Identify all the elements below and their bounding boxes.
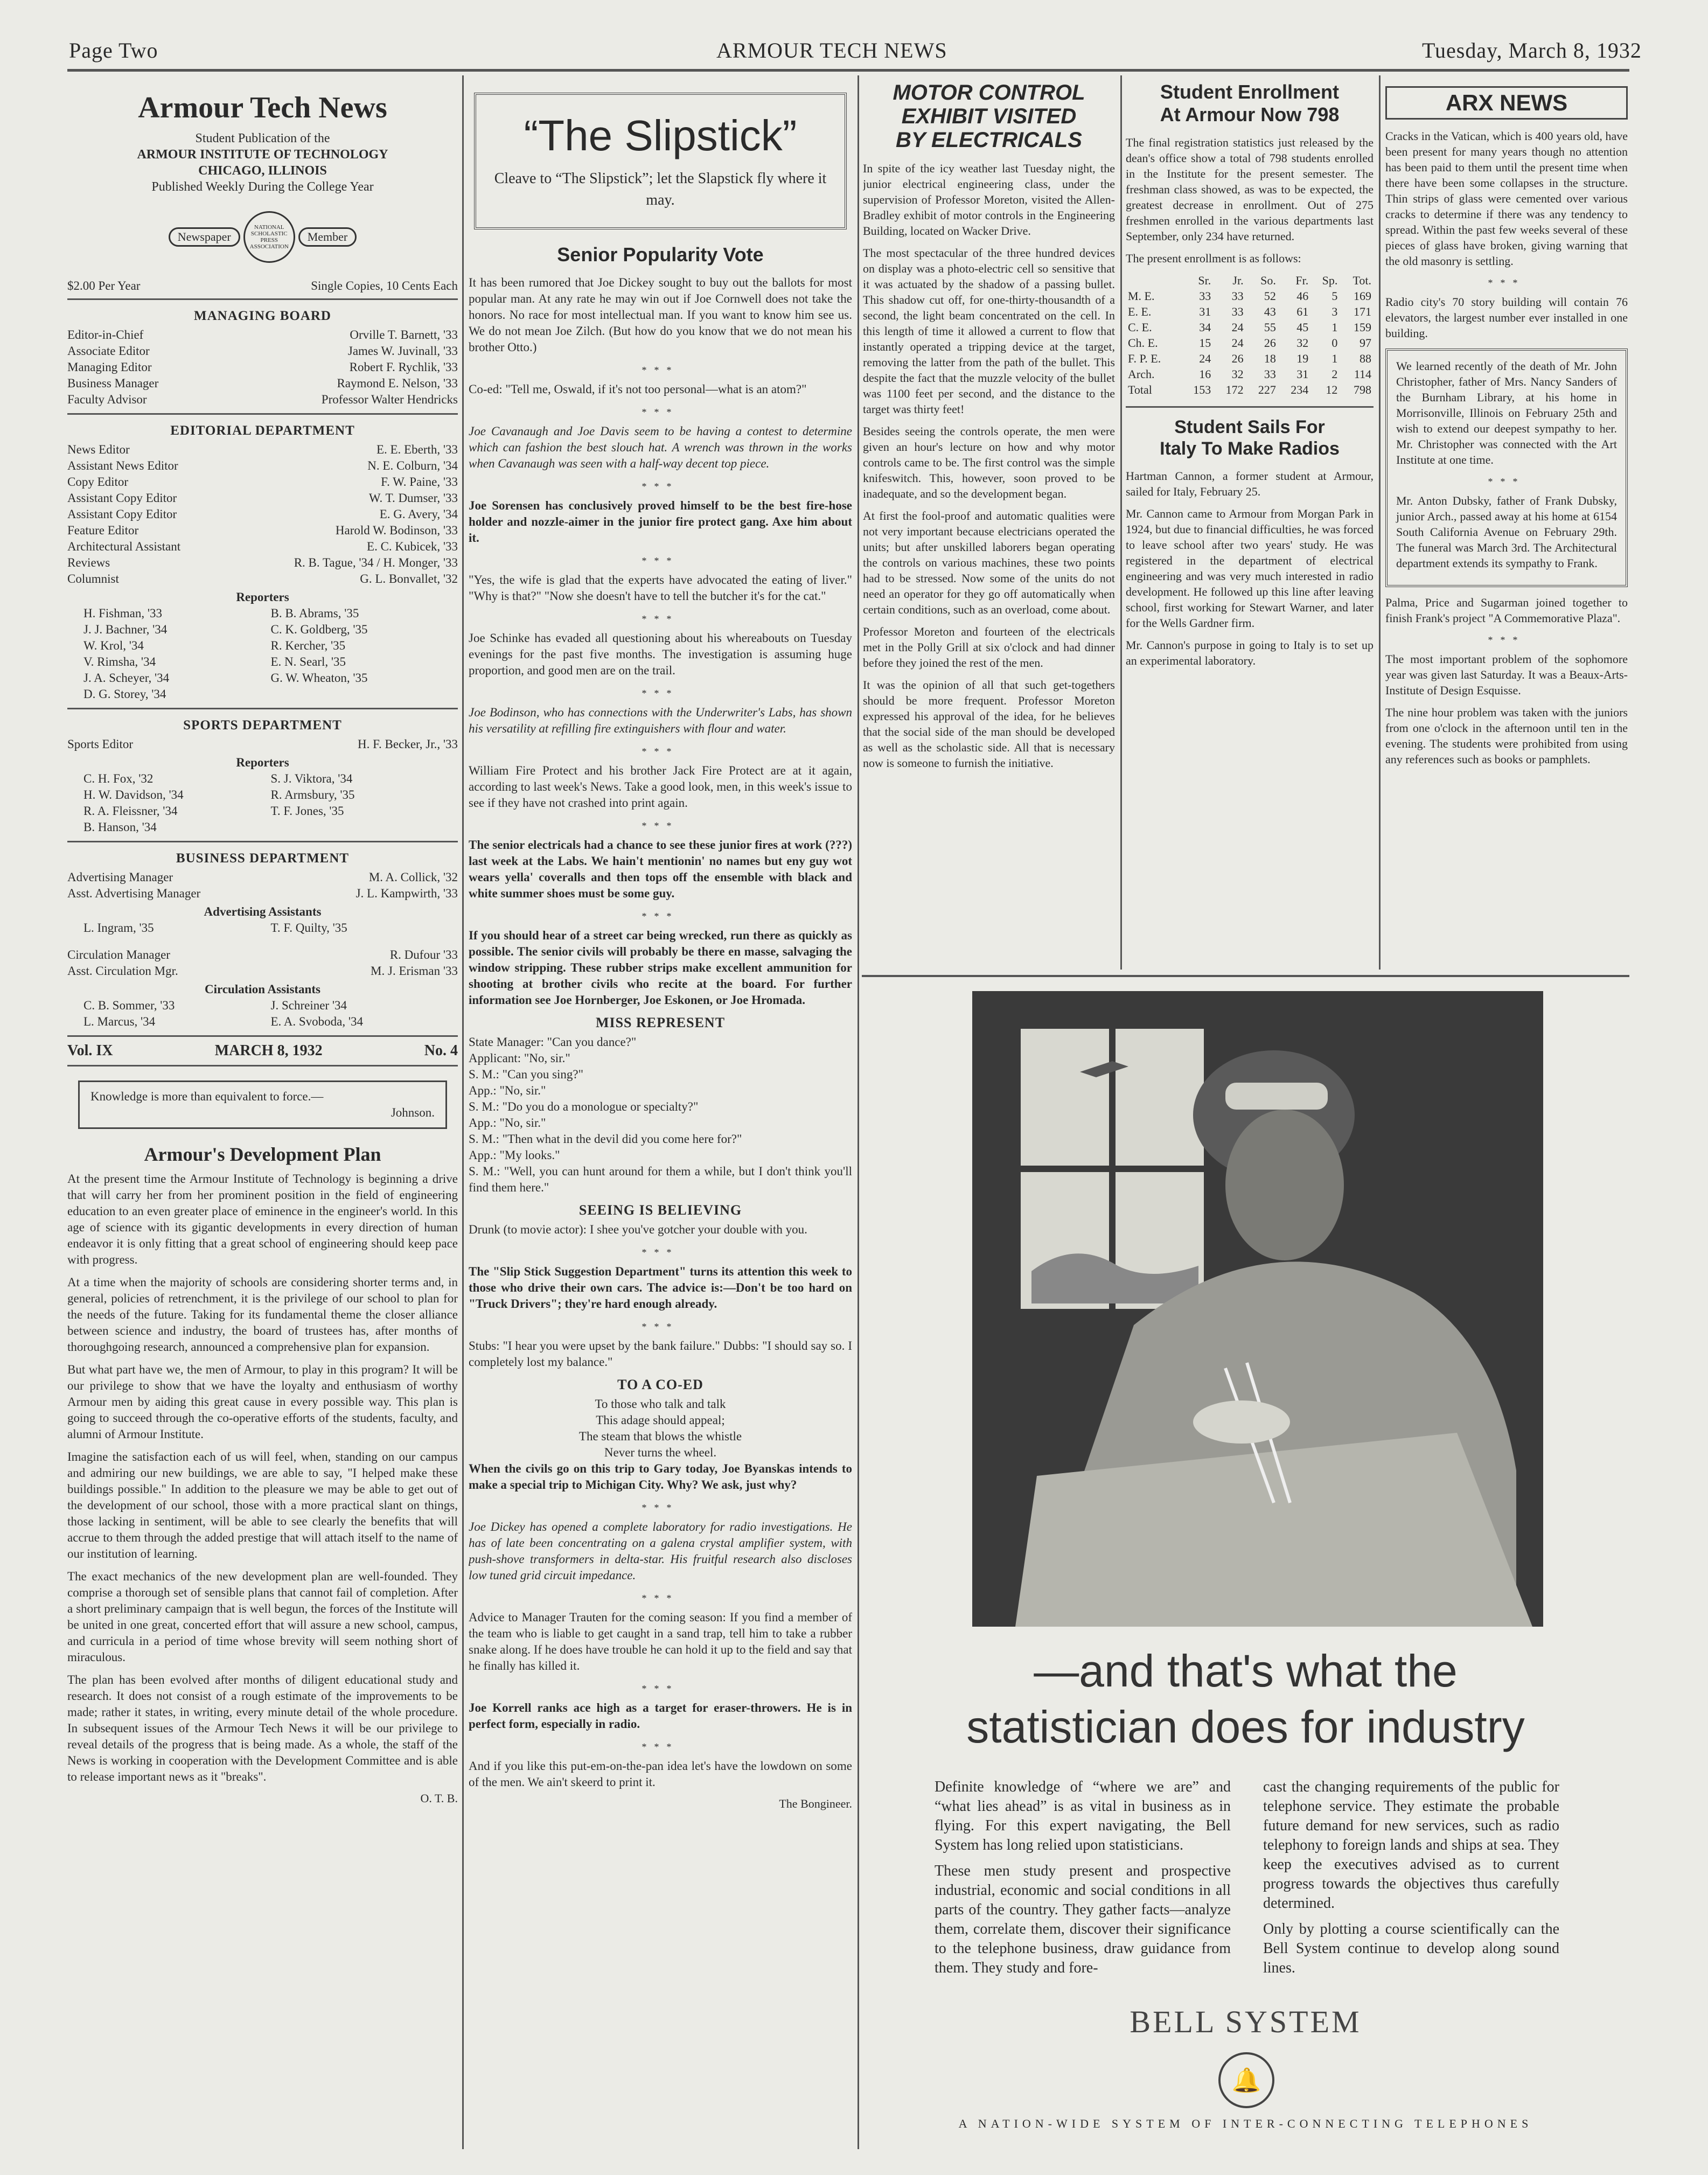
table-row: Total 153 172 227 234 12 798 — [1128, 383, 1371, 396]
arx-body: Cracks in the Vatican, which is 400 years old, have been present for many years though no attention has been paid to them until the present time when there have been some collapses in the structure. Thin strips of glass were cemented over various cracks to determine if there was any tendency to spread. Within the past few weeks several of these pieces of glass have broken, giving warning that the old masonry is settling. *** Radio city's 70 story building will contain 76 elevators, the largest number ever installed in one building. We learned recently of the death of Mr. John Christopher, father of Mrs. Nancy Sanders of the Burnham Library, at his home in Morrisonville, Illinois on February 25th and wish to extend our deepest sympathy to her. Mr. Christopher was connected with the Art Institute at one time. *** Mr. Anton Dubsky, father of Frank Dubsky, junior Arch., passed away at his home at 6154 South California Avenue on February 29th. The funeral was March 3rd. The Architectural department extends its sympathy to Frank. Palma, Price and Sugarman joined together to finish Frank's project "A Commemorative Plaza". *** The most important problem of the sophomore year was given last Saturday. It was a Beaux-Arts-Institute of Design Esquisse. The nine hour problem was taken with the juniors from one o'clock in the afternoon until ten in the evening. The students were prohibited from using any references such as books or pamphlets. — [1385, 129, 1628, 766]
cannon-title: Student Sails For Italy To Make Radios — [1160, 417, 1340, 459]
slipstick-motto: Cleave to “The Slipstick”; let the Slapstick fly where it may. — [494, 170, 827, 208]
price-copy: Single Copies, 10 Cents Each — [311, 279, 458, 292]
staff-row: Editor-in-Chief Orville T. Barnett, '33 — [67, 328, 458, 341]
slipstick-body: It has been rumored that Joe Dickey sought to buy out the ballots for most popular man. At any rate he may win out if Joe Cornwell does not take the honors. No race for most intellectual man. If you want to know him see us. We do not mean Joe Zilch. (But how do you know that we do not mean his brother Otto.) *** Co-ed: "Tell me, Oswald, if it's not too personal—what is an atom?" *** Joe Cavanaugh and Joe Davis seem to be having a contest to determine which can fashion the best slouch hat. A wrench was thrown in the works when Cavanaugh was seen with a half-way decent top piece. *** Joe Sorensen has conclusively proved himself to be the best fire-hose holder and nozzle-aimer in the junior fire protect gang. Axe him about it. *** "Yes, the wife is glad that the experts have advocated the eating of liver." "Why is that?" "Now she doesn't have to tell the butcher it's for the cat." *** Joe Schinke has evaded all questioning about his whereabouts on Tuesday evenings for the past five months. The investigation is assuming huge proportion, and good men are on the trail. *** Joe Bodinson, who has connections with the Underwriter's Labs, has shown his versatility at refilling fire extinguishers with flour and water. *** William Fire Protect and his brother Jack Fire Protect are at it again, according to last week's News. Take a good look, men, in this week's issue to see if they have not crashed into print again. *** The senior electricals had a chance to see these junior fires at work (???) last week at the Labs. We hain't mentionin' no names but eny guy wot wears yella' coveralls and then tops off the ensemble with black and white summer shoes must be some guy. *** If you should hear of a street car being wrecked, run there as quickly as possible. The senior civils will probably be there en masse, salvaging the window stripping. These rubber strips make excellent ammunition for shooting at brother civils who recite at the board. For further information see Joe Hornberger, Joe Eskonen, or Joe Hromada. MISS REPRESENT State Manager: "Can you dance?" Applicant: "No, sir." S. M.: "Can you sing?" App.: "No, sir." S. M.: "Do you do a monologue or specialty?" App.: "No, sir." S. M.: "Then what in the devil did you come here for?" App.: "My looks." S. M.: "Well, you can hunt around for them a while, but I don't think you'll find them here." SEEING IS BELIEVING Drunk (to movie actor): I shee you've gotcher your double with you. *** The "Slip Stick Suggestion Department" turns its attention this week to those who drive their own cars. The advice is:—Don't be too hard on "Truck Drivers"; they're hard enough already. *** Stubs: "I hear you were upset by the bank failure." Dubbs: "I should say so. I completely lost my balance." TO A CO-ED To those who talk and talk This adage should appeal; The steam that blows the whistle Never turns the wheel. When the civils go on this trip to Gary today, Joe Byanskas intends to make a special trip to Michigan City. Why? We ask, just why? *** Joe Dickey has opened a complete laboratory for radio investigations. He has of late been concentrating on a galena crystal amplifier system, with push-shove transformers in delta-star. His fruitful research also discloses low tuned grid circuit impedance. *** Advice to Manager Trauten for the coming season: If you find a member of the team who is liable to get caught in a sand trap, tell him to take a rubber snake along. If he does have trouble he can hold it up to the field and say that he finally has killed it. *** Joe Korrell ranks ace high as a target for eraser-throwers. He is in perfect form, especially in radio. *** And if you like this put-em-on-the-pan idea let's have the lowdown on some of the men. We ain't skeerd to print it. — [469, 276, 852, 1789]
motor-body: In spite of the icy weather last Tuesday night, the junior electrical engineering class, under the supervision of Professor Moreton, visited the Allen-Bradley exhibit of motor controls in the Engineering Building, located on Wacker Drive. The most spectacular of the three hundred devices on display was a photo-electric cell so sensitive that it was actuated by the shadow of a passing bullet. This shadow cut off, for one-thirty-thousandth of a second, the light beam concentrated on the cell. In this length of time it allowed a current to flow that instantly operated a tripping device at the target, removing the latter from the path of the bullet. This despite the fact that the muzzle velocity of the bullet was 1100 feet per second, and the distance to the target was thirty feet! Besides seeing the controls operate, the men were given an hour's lecture on how and why motor controls came to be. The first control was the simple knifeswitch. This, however, soon proved to be inadequate, and so the development began. At first the fool-proof and automatic qualities were not very important because electricians operated the units; but after unskilled laborers began operating the controls on various machines, these two points had to be stressed. Now some of the units do not need an operator for they go off automatically when certain conditions, such as an overload, come about. Professor Moreton and fourteen of the electricals met in the Polly Grill at six o'clock and had dinner before they joined the rest of the men. It was the opinion of all that such get-togethers should be more frequent. Professor Moreton expressed his approval of the idea, for he believes that the social side of the man should be developed as well as the scholastic side. All that is necessary now is someone to furnish the initiative. — [863, 162, 1115, 770]
price-year: $2.00 Per Year — [67, 279, 141, 292]
arx-column — [1385, 81, 1628, 970]
business-title: BUSINESS DEPARTMENT — [176, 851, 350, 866]
slipstick-title: “The Slipstick” — [524, 111, 797, 159]
slipstick-column — [469, 81, 852, 2155]
staff-row: Business Manager Raymond E. Nelson, '33 — [67, 377, 458, 390]
editorial-title: Armour's Development Plan — [144, 1144, 381, 1165]
badge-left: Newspaper — [169, 227, 240, 247]
paper-name: ARMOUR TECH NEWS — [716, 38, 947, 62]
table-row: Ch. E. 15 24 26 32 0 97 — [1128, 336, 1371, 350]
masthead-line: CHICAGO, ILLINOIS — [198, 164, 327, 178]
bell-advertisement — [862, 980, 1629, 2149]
quote-author: Johnson. — [391, 1106, 435, 1119]
column-rule — [462, 75, 464, 2149]
editorial-body: At the present time the Armour Institute of Technology is beginning a drive that will carry her from her prominent position in the field of engineering education to an even greater place of eminence in the engineer's world. In this age of science with its gigantic developments in every direction of human endeavor it is only fitting that a great school of engineering should keep pace with progress. At a time when the majority of schools are considering shorter terms and, in general, policies of retrenchment, it is the privilege of our school to plan for the needs of the future. Taking for its fundamental theme the closer alliance between science and industry, the board of trustees has, after months of thoroughgoing research, announced a comprehensive plan for expansion. But what part have we, the men of Armour, to play in this program? It will be our privilege to show that we have the loyalty and enthusiasm of worthy Armour men by aiding this great cause in every possible way. This plan is going to succeed through the co-operative efforts of the students, faculty, and alumni of Armour Institute. Imagine the satisfaction each of us will feel, when, standing on our campus and admiring our new buildings, we are able to say, "I helped make these buildings possible." In addition to the pleasure we may be able to get out of the development of our school, those with a more practical slant on things, those lacking in sentiment, will be able to see clearly the benefits that will accrue to them through the added prestige that will attach itself to the name of our institution of learning. The exact mechanics of the new development plan are well-founded. They comprise a thorough set of sensible plans that cannot fail of completion. After a short preliminary campaign that is well begun, the forces of the Institute will be united in one great, concerted effort that will assure a new school, campus, and curricula in a period of time whose brevity will seem nothing short of miraculous. The plan has been evolved after months of diligent educational study and research. It does not consist of a rough estimate of the improvements to be made; rather it states, in writing, every minute detail of the whole procedure. In subsequent issues of the Armour Tech News it will be our privilege to reveal details of the progress that is being made. As a whole, the staff of the News is working in cooperation with the Development Committee and is able to release important news as it "breaks". — [67, 1172, 458, 1783]
staff-row: Asst. Advertising Manager J. L. Kampwirth, '33 — [67, 887, 458, 900]
press-badge — [67, 211, 458, 263]
staff-row: Sports Editor H. F. Becker, Jr., '33 — [67, 737, 458, 751]
editorial-dept-title: EDITORIAL DEPARTMENT — [170, 423, 355, 438]
sports-title: SPORTS DEPARTMENT — [183, 718, 342, 733]
cannon-body: Hartman Cannon, a former student at Armour, sailed for Italy, February 25. Mr. Cannon came to Armour from Morgan Park in 1924, but due to financial difficulties, he was forced to leave school after two years' study. He was registered in the department of electrical engineering and was very much interested in radio development. He followed up this line after leaving school, first working for Stewart Warner, and later for the Wells Gardner firm. Mr. Cannon's purpose in going to Italy is to set up an experimental laboratory. — [1126, 469, 1374, 667]
masthead-line: Published Weekly During the College Year — [151, 180, 374, 194]
circ-assistants-label: Circulation Assistants — [205, 982, 320, 996]
arx-title: ARX NEWS — [1385, 86, 1628, 120]
ad-headline: —and that's what the statistician does for industry — [966, 1646, 1525, 1752]
staff-row: Reviews R. B. Tague, '34 / H. Monger, '33 — [67, 556, 458, 569]
staff-row: Associate Editor James W. Juvinall, '33 — [67, 344, 458, 358]
slipstick-box — [474, 93, 847, 229]
page-number: Page Two — [69, 38, 158, 62]
masthead-line: Student Publication of the — [195, 131, 330, 145]
table-row: M. E. 33 33 52 46 5 169 — [1128, 289, 1371, 303]
column-rule — [1120, 75, 1122, 970]
reporters-label: Reporters — [236, 590, 289, 604]
table-row: E. E. 31 33 43 61 3 171 — [1128, 305, 1371, 318]
volume-date: MARCH 8, 1932 — [214, 1042, 323, 1059]
staff-row: Copy Editor F. W. Paine, '33 — [67, 475, 458, 489]
quote-text: Knowledge is more than equivalent to force.— — [90, 1090, 324, 1103]
coed-title: TO A CO-ED — [617, 1377, 703, 1392]
badge-right: Member — [298, 227, 357, 247]
reporters-list: H. Fishman, '33 B. B. Abrams, '35 J. J. Bachner, '34 C. K. Goldberg, '35 W. Krol, '34 R. Kercher, '35 V. Rimsha, '34 E. N. Searl, '35 J. A. Scheyer, '34 G. W. Wheaton, '35 D. G. Storey, '34 — [83, 607, 368, 701]
circ-assistants: C. B. Sommer, '33 J. Schreiner '34 L. Marcus, '34 E. A. Svoboda, '34 — [83, 999, 364, 1028]
staff-row: Managing Editor Robert F. Rychlik, '33 — [67, 360, 458, 374]
quote-box — [78, 1080, 447, 1129]
staff-row: Asst. Circulation Mgr. M. J. Erisman '33 — [67, 964, 458, 978]
motor-title: MOTOR CONTROL EXHIBIT VISITED BY ELECTRICALS — [893, 81, 1085, 152]
managing-title: MANAGING BOARD — [194, 309, 331, 323]
column-rule — [1379, 75, 1381, 970]
staff-row: News Editor E. E. Eberth, '33 — [67, 443, 458, 456]
editorial-signature: O. T. B. — [420, 1791, 458, 1805]
bell-logo-icon: 🔔 — [1218, 2052, 1274, 2108]
enrollment-body: The final registration statistics just released by the dean's office show a total of 798 students enrolled in the Institute for the present semester. The freshman class showed, as was to be expected, the greatest decrease in enrollment. Out of 275 freshmen enrolled in the various departments last September, only 234 have returned. The present enrollment is as follows: — [1126, 136, 1374, 265]
staff-row: Assistant Copy Editor W. T. Dumser, '33 — [67, 491, 458, 505]
staff-row: Feature Editor Harold W. Bodinson, '33 — [67, 524, 458, 537]
motor-column — [863, 81, 1115, 970]
issue-date: Tuesday, March 8, 1932 — [1422, 38, 1642, 62]
staff-row: Architectural Assistant E. C. Kubicek, '33 — [67, 540, 458, 553]
seeing-title: SEEING IS BELIEVING — [578, 1202, 742, 1218]
ad-column-right: cast the changing requirements of the public for telephone service. They estimate the probable future demand for new services, such as radio telephony to foreign lands and ships at sea. They keep the executives advised as to current progress towards the objectives thus carefully determined. Only by plotting a course scientifically can the Bell System continue to develop along sound lines. — [1263, 1779, 1559, 1976]
price-line — [67, 279, 458, 293]
adv-assistants-label: Advertising Assistants — [204, 905, 322, 918]
table-row: C. E. 34 24 55 45 1 159 — [1128, 320, 1371, 334]
ad-brand: BELL SYSTEM — [1130, 2004, 1362, 2039]
staff-row: Faculty Advisor Professor Walter Hendricks — [67, 393, 458, 406]
sports-reporters: C. H. Fox, '32 S. J. Viktora, '34 H. W. Davidson, '34 R. Armsbury, '35 R. A. Fleissner, '34 T. F. Jones, '35 B. Hanson, '34 — [83, 772, 355, 834]
aviator-illustration — [972, 991, 1543, 1627]
ad-column-left: Definite knowledge of “where we are” and “what lies ahead” is as vital in business as in flying. For this expert navigating, the Bell System has long relied upon statisticians. These men study present and prospective industrial, economic and social conditions in all parts of the country. They gather facts—analyze them, correlate them, discover their significance to the telephone business, draw guidance from them. They study and fore- — [935, 1779, 1231, 1976]
masthead-title: Armour Tech News — [138, 91, 387, 124]
enrollment-title: Student Enrollment At Armour Now 798 — [1160, 81, 1340, 126]
condolence-box: We learned recently of the death of Mr. John Christopher, father of Mrs. Nancy Sanders of the Burnham Library, at his home in Morrisonville, Illinois on February 25th and wish to extend our deepest sympathy to her. Mr. Christopher was connected with the Art Institute at one time. *** Mr. Anton Dubsky, father of Frank Dubsky, junior Arch., passed away at his home at 6154 South California Avenue on February 29th. The funeral was March 3rd. The Architectural department extends its sympathy to Frank. — [1385, 348, 1628, 587]
staff-row: Assistant Copy Editor E. G. Avery, '34 — [67, 507, 458, 521]
table-row: F. P. E. 24 26 18 19 1 88 — [1128, 352, 1371, 365]
staff-row: Circulation Manager R. Dufour '33 — [67, 948, 458, 961]
vote-title: Senior Popularity Vote — [557, 243, 764, 266]
volume: Vol. IX — [67, 1042, 113, 1059]
volume-number: No. 4 — [424, 1042, 458, 1059]
enrollment-column — [1126, 81, 1374, 970]
enrollment-table — [1126, 273, 1374, 398]
masthead-line: ARMOUR INSTITUTE OF TECHNOLOGY — [137, 148, 388, 162]
slipstick-signature: The Bongineer. — [779, 1797, 852, 1810]
staff-row: Columnist G. L. Bonvallet, '32 — [67, 572, 458, 585]
table-header: Sr. Jr. So. Fr. Sp. Tot. — [1198, 274, 1371, 287]
ad-tagline: A NATION-WIDE SYSTEM OF INTER-CONNECTING TELEPHONES — [958, 2117, 1533, 2130]
badge-seal: NATIONAL SCHOLASTIC PRESS ASSOCIATION — [243, 211, 295, 263]
table-row: Arch. 16 32 33 31 2 114 — [1128, 367, 1371, 381]
reporters-label: Reporters — [236, 756, 289, 769]
ad-top-rule — [862, 975, 1629, 977]
column-rule — [858, 75, 859, 2149]
miss-represent-title: MISS REPRESENT — [595, 1015, 726, 1030]
header-rule — [67, 69, 1629, 72]
staff-row: Advertising Manager M. A. Collick, '32 — [67, 870, 458, 884]
volume-line — [67, 1042, 458, 1059]
adv-assistants: L. Ingram, '35 T. F. Quilty, '35 — [83, 921, 347, 935]
masthead-column — [67, 81, 458, 2155]
staff-row: Assistant News Editor N. E. Colburn, '34 — [67, 459, 458, 472]
